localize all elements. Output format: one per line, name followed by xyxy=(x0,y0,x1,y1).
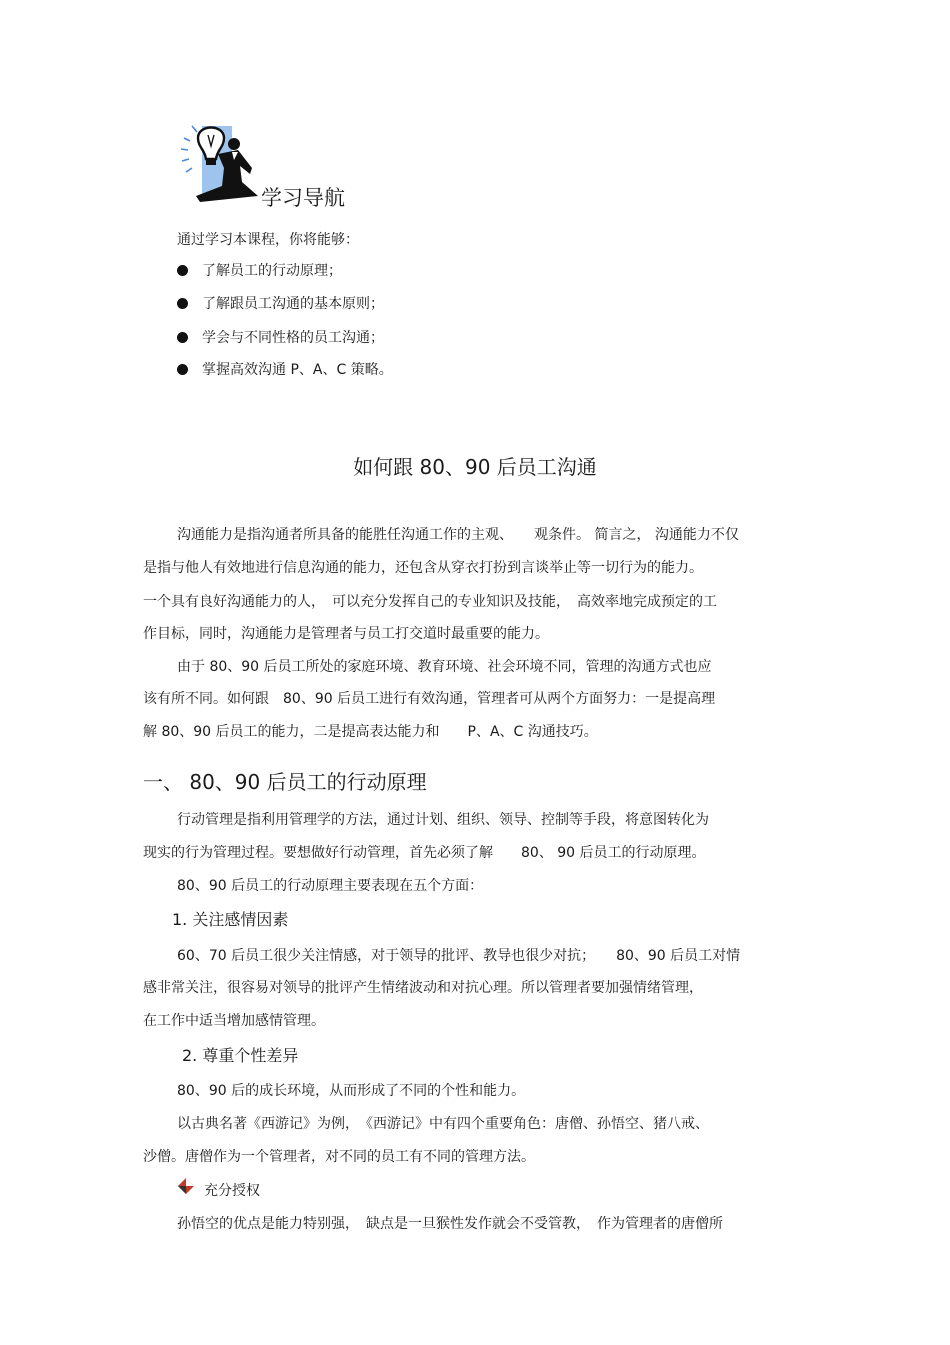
nav-title: 学习导航 xyxy=(261,186,345,210)
paragraph-line: 行动管理是指利用管理学的方法，通过计划、组织、领导、控制等手段，将意图转化为 xyxy=(177,812,709,828)
list-item: 掌握高效沟通 P、A、C 策略。 xyxy=(177,359,393,379)
list-item: 了解跟员工沟通的基本原则； xyxy=(177,293,384,313)
list-item: 了解员工的行动原理； xyxy=(177,260,342,280)
subsection-heading: 2. 尊重个性差异 xyxy=(182,1046,299,1065)
subsection-heading: 1. 关注感情因素 xyxy=(172,910,289,929)
paragraph-line: 以古典名著《西游记》为例， 《西游记》中有四个重要角色：唐僧、孙悟空、猪八戒、 xyxy=(177,1116,709,1132)
paragraph-line: 80、90 后的成长环境，从而形成了不同的个性和能力。 xyxy=(177,1083,526,1099)
paragraph-line: 在工作中适当增加感情管理。 xyxy=(143,1013,325,1029)
bullet-icon xyxy=(177,265,188,276)
paragraph-line: 80、90 后员工的行动原理主要表现在五个方面： xyxy=(177,878,484,894)
diamond-bullet-icon xyxy=(176,1176,196,1196)
paragraph-line: 沙僧。唐僧作为一个管理者，对不同的员工有不同的管理方法。 xyxy=(143,1149,535,1165)
section-heading: 一、 80、90 后员工的行动原理 xyxy=(143,770,427,794)
paragraph-line: 一个具有良好沟通能力的人， 可以充分发挥自己的专业知识及技能， 高效率地完成预定的工 xyxy=(143,594,717,610)
nav-intro: 通过学习本课程，你将能够： xyxy=(177,232,359,248)
paragraph-line: 由于 80、90 后员工所处的家庭环境、教育环境、社会环境不同，管理的沟通方式也应 xyxy=(177,659,712,675)
paragraph-line: 作目标，同时，沟通能力是管理者与员工打交道时最重要的能力。 xyxy=(143,626,549,642)
paragraph-line: 沟通能力是指沟通者所具备的能胜任沟通工作的主观、 观条件。 简言之， 沟通能力不仅 xyxy=(177,527,739,543)
bullet-icon xyxy=(177,364,188,375)
paragraph-line: 是指与他人有效地进行信息沟通的能力，还包含从穿衣打扮到言谈举止等一切行为的能力。 xyxy=(143,560,703,576)
paragraph-line: 孙悟空的优点是能力特别强， 缺点是一旦猴性发作就会不受管教， 作为管理者的唐僧所 xyxy=(177,1216,723,1232)
paragraph-line: 解 80、90 后员工的能力，二是提高表达能力和 P、A、C 沟通技巧。 xyxy=(143,724,598,740)
bullet-icon xyxy=(177,298,188,309)
bullet-icon xyxy=(177,332,188,343)
lightbulb-manager-icon xyxy=(178,116,264,206)
paragraph-line: 现实的行为管理过程。要想做好行动管理，首先必须了解 80、 90 后员工的行动原理。 xyxy=(143,845,706,861)
paragraph-line: 该有所不同。如何跟 80、90 后员工进行有效沟通，管理者可从两个方面努力：一是提高理 xyxy=(143,691,716,707)
list-item: 学会与不同性格的员工沟通； xyxy=(177,327,384,347)
document-title: 如何跟 80、90 后员工沟通 xyxy=(353,455,597,479)
paragraph-line: 60、70 后员工很少关注情感，对于领导的批评、教导也很少对抗； 80、90 后员工对情 xyxy=(177,948,741,964)
point-label: 充分授权 xyxy=(204,1183,260,1199)
paragraph-line: 感非常关注，很容易对领导的批评产生情绪波动和对抗心理。所以管理者要加强情绪管理， xyxy=(143,980,703,996)
